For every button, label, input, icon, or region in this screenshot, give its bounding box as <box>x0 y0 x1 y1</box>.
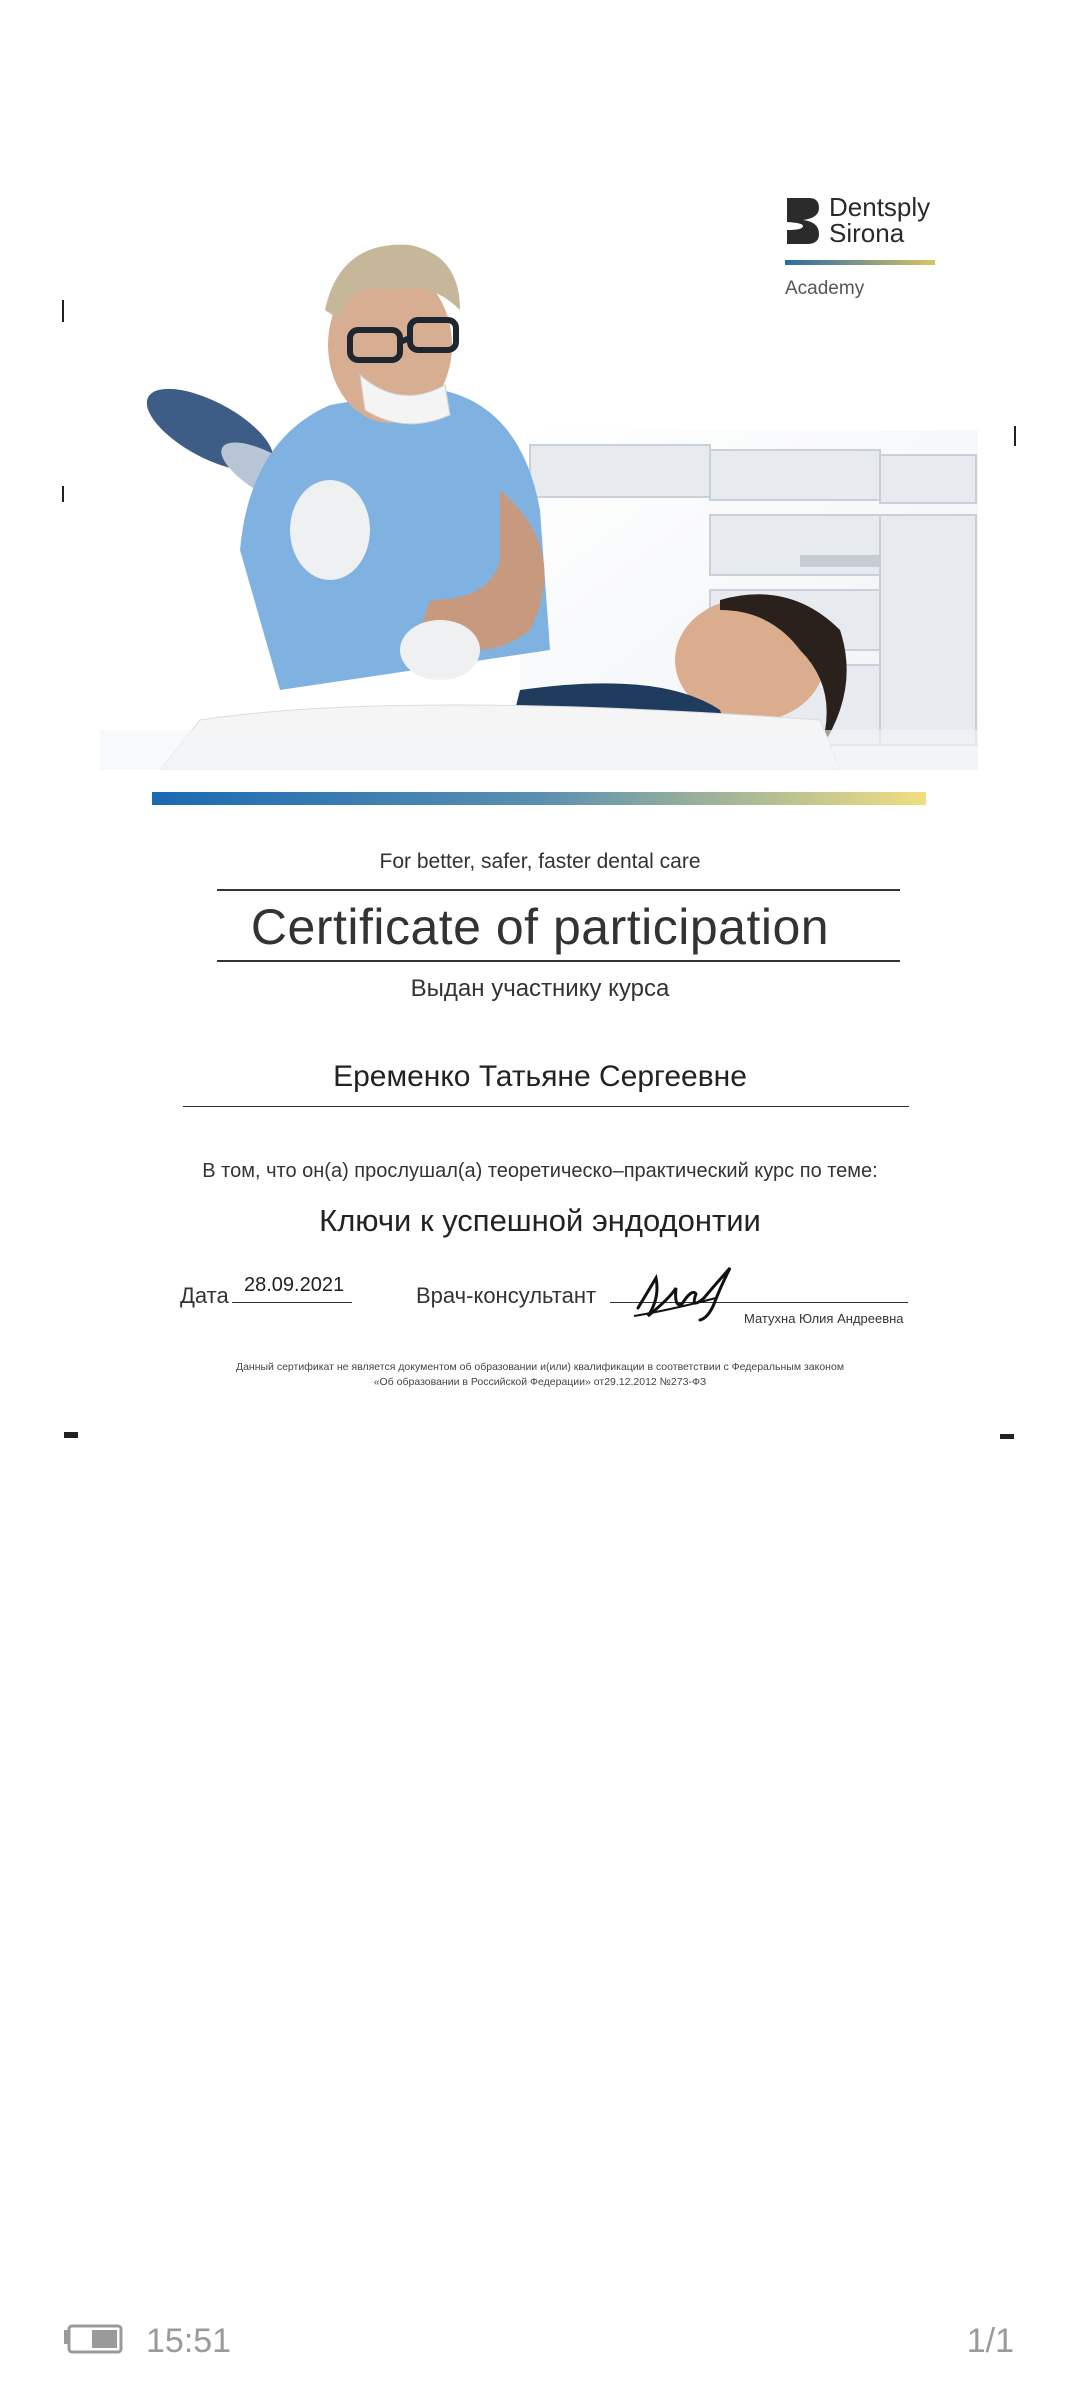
page-counter: 1/1 <box>966 2322 1014 2360</box>
issued-to-label: Выдан участнику курса <box>410 975 670 1002</box>
date-value: 28.09.2021 <box>244 1274 345 1296</box>
course-title: Ключи к успешной эндодонтии <box>319 1203 761 1238</box>
signature-image <box>630 1258 750 1328</box>
certificate-title: Certificate of participation <box>250 899 830 955</box>
logo-subtitle: Academy <box>785 278 865 299</box>
recipient-name: Еременко Татьяне Сергеевне <box>333 1060 747 1093</box>
gradient-band <box>152 792 926 805</box>
brand-name-line2: Sirona <box>829 218 905 248</box>
scan-mark <box>64 1432 78 1438</box>
date-label: Дата <box>180 1283 229 1308</box>
battery-icon <box>62 2324 124 2354</box>
disclaimer-line-1: Данный сертификат не является документом об образовании и(или) квалификации в соответствии с Федеральным законом <box>235 1361 845 1373</box>
consultant-name: Матухна Юлия Андреевна <box>744 1311 904 1326</box>
disclaimer-line-2: «Об образовании в Российской Федерации» от29.12.2012 №273-ФЗ <box>373 1376 707 1388</box>
scan-mark <box>1000 1434 1014 1439</box>
scan-mark <box>62 486 64 502</box>
logo-mark-icon <box>785 196 819 246</box>
consultant-label: Врач-консультант <box>416 1283 597 1308</box>
date-underline <box>232 1302 352 1303</box>
participation-statement: В том, что он(а) прослушал(а) теоретическо–практический курс по теме: <box>202 1160 878 1182</box>
tagline: For better, safer, faster dental care <box>379 850 701 873</box>
recipient-underline <box>183 1106 909 1107</box>
logo-accent-bar <box>785 260 935 265</box>
legal-disclaimer <box>0 1360 1080 1390</box>
clock-time: 15:51 <box>146 2322 232 2360</box>
scan-mark <box>62 300 64 322</box>
divider-bottom <box>217 960 900 962</box>
scan-mark <box>1014 426 1016 446</box>
viewer-status-bar <box>0 2310 1080 2370</box>
divider-top <box>217 889 900 891</box>
brand-name-line1: Dentsply <box>829 192 931 222</box>
dentsply-sirona-logo <box>785 190 945 310</box>
